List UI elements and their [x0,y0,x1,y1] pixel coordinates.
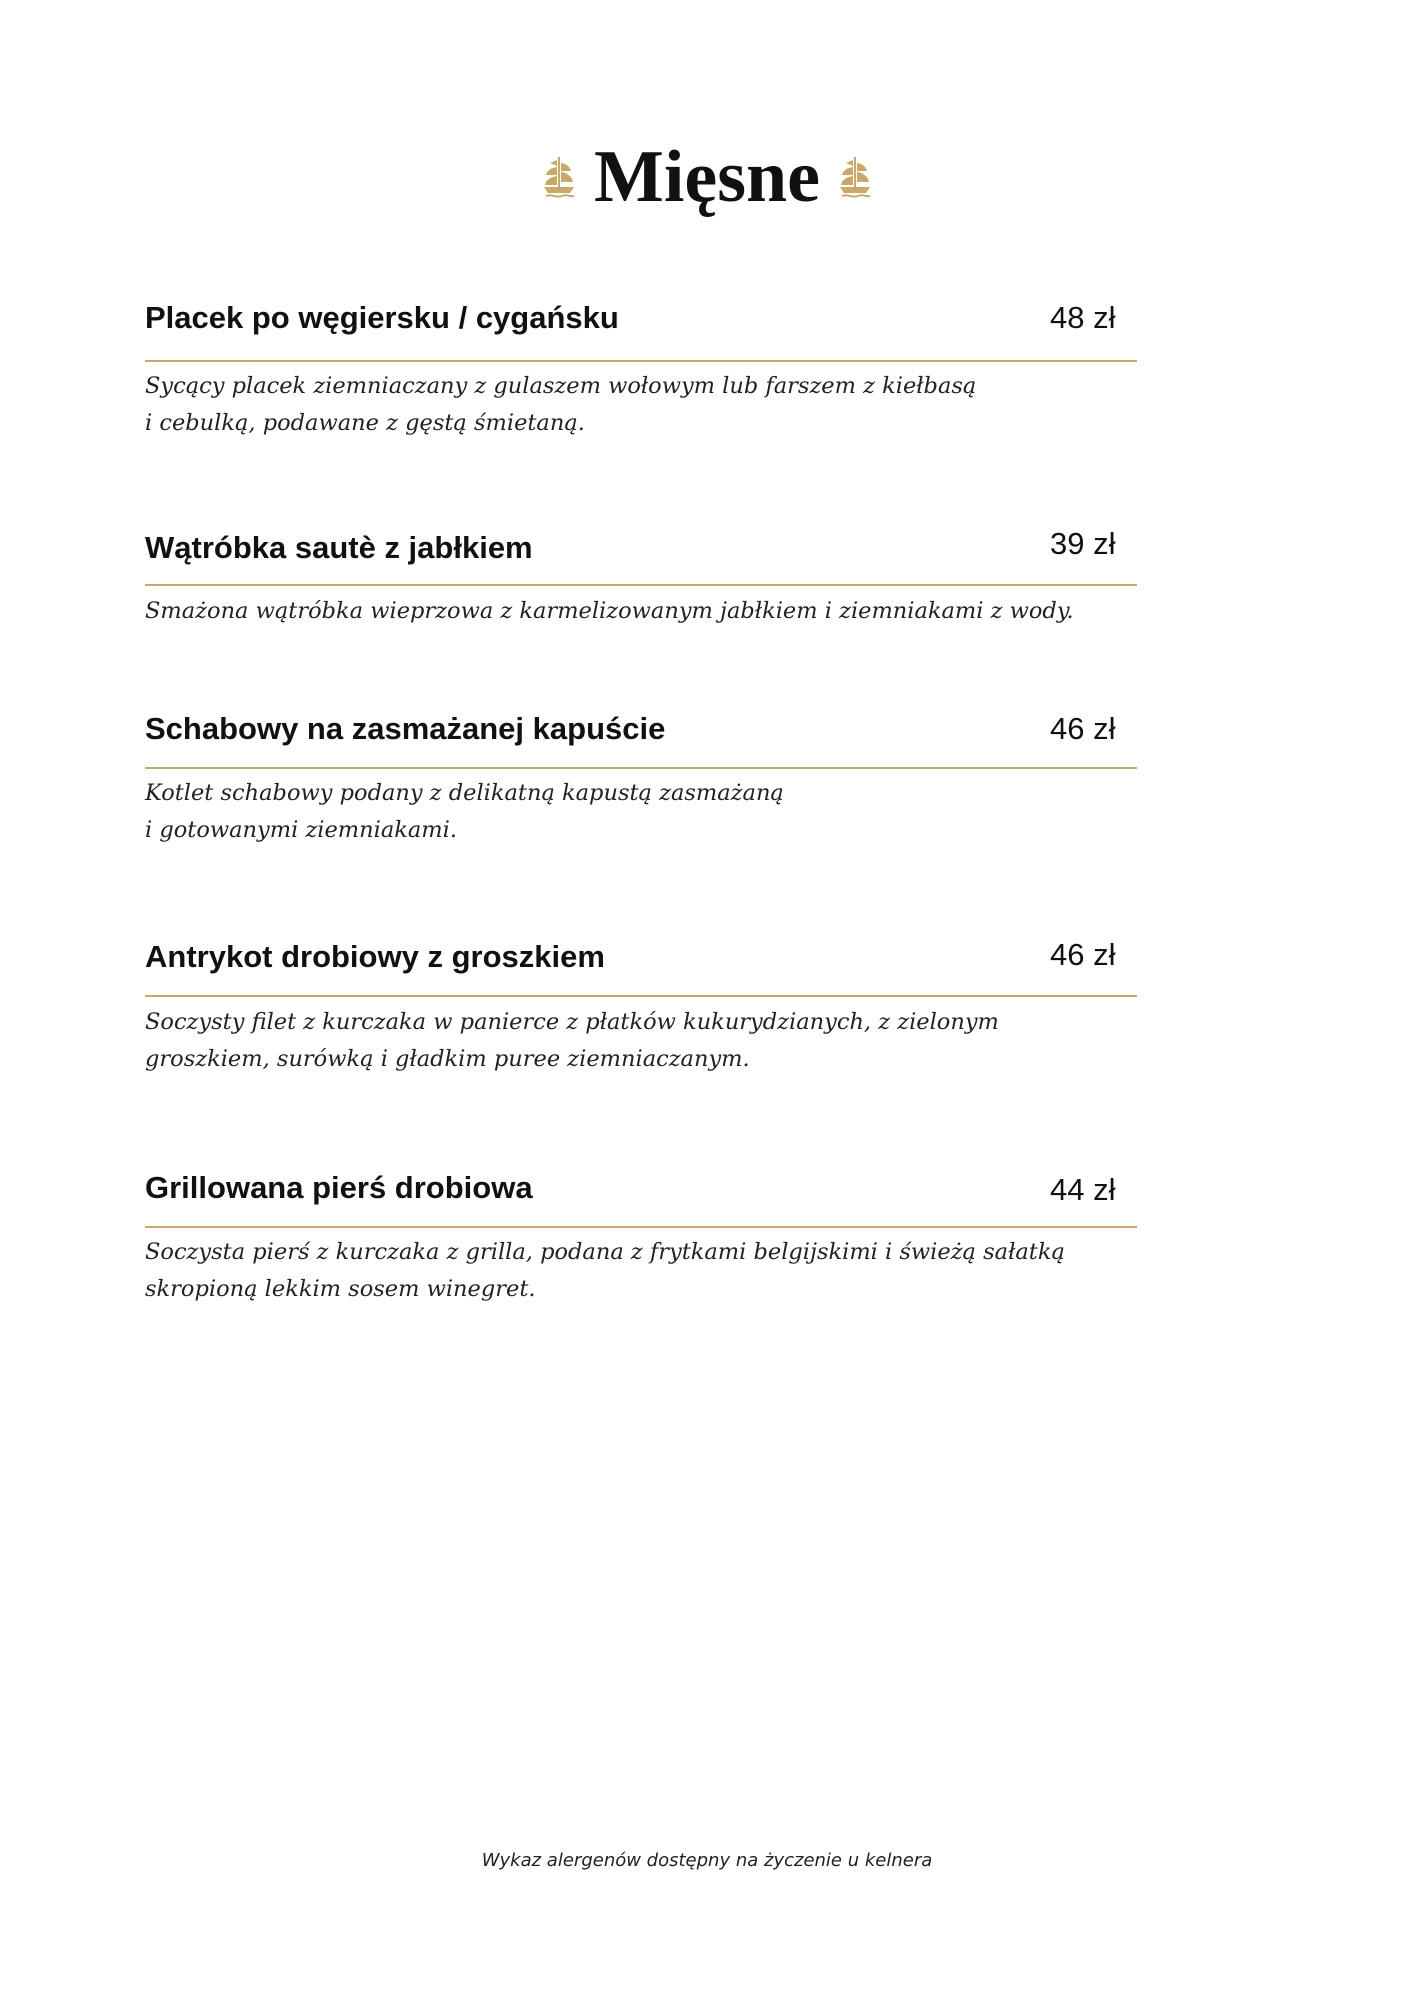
description-line: i gotowanymi ziemniakami. [145,817,457,843]
description-line: Soczysty filet z kurczaka w panierce z płatków kukurydzianych, z zielonym [145,1009,999,1035]
description-line: groszkiem, surówką i gładkim puree ziemniaczanym. [145,1046,750,1072]
item-price: 48 zł [1050,300,1116,335]
divider [145,767,1137,769]
description-line: Smażona wątróbka wieprzowa z karmelizowanym jabłkiem i ziemniakami z wody. [145,598,1074,624]
ship-icon [542,155,576,199]
item-name: Grillowana pierś drobiowa [145,1170,533,1205]
divider [145,995,1137,997]
divider [145,1226,1137,1228]
item-price: 39 zł [1050,526,1116,561]
item-description [145,1004,1025,1078]
menu-header [0,132,1414,222]
item-name: Placek po węgiersku / cygańsku [145,300,619,335]
item-name: Schabowy na zasmażanej kapuście [145,711,666,746]
item-name: Antrykot drobiowy z groszkiem [145,939,605,974]
divider [145,360,1137,362]
ship-icon [838,155,872,199]
description-line: Soczysta pierś z kurczaka z grilla, podana z frytkami belgijskimi i świeżą sałatką [145,1239,1065,1265]
description-line: i cebulką, podawane z gęstą śmietaną. [145,410,585,436]
item-price: 46 zł [1050,711,1116,746]
item-price: 46 zł [1050,937,1116,972]
item-description [145,593,1074,630]
item-description [145,775,1025,849]
description-line: Sycący placek ziemniaczany z gulaszem wołowym lub farszem z kiełbasą [145,373,977,399]
item-price: 44 zł [1050,1172,1116,1207]
item-name: Wątróbka sautè z jabłkiem [145,530,533,565]
page-title: Mięsne [593,136,821,218]
item-description [145,368,1025,442]
item-description [145,1234,1065,1308]
allergen-note: Wykaz alergenów dostępny na życzenie u kelnera [481,1850,933,1871]
divider [145,584,1137,586]
description-line: skropioną lekkim sosem winegret. [145,1276,536,1302]
description-line: Kotlet schabowy podany z delikatną kapustą zasmażaną [145,780,784,806]
